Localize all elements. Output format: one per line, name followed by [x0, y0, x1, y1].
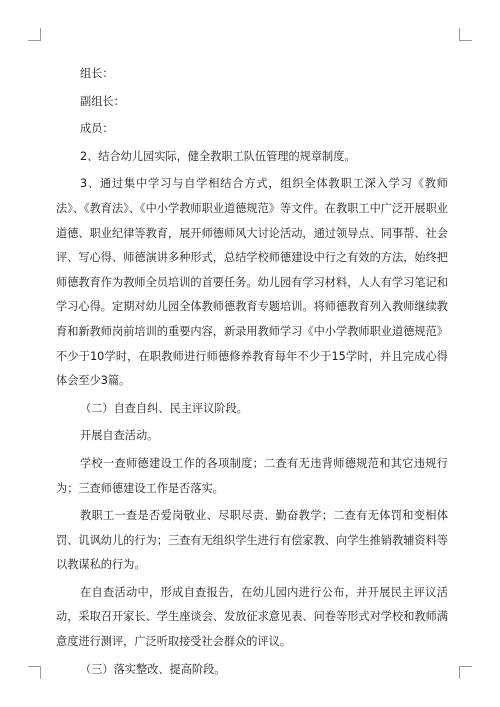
paragraph-members: 成员： — [80, 122, 114, 136]
paragraph-item-3: 3、通过集中学习与自学相结合方式，组织全体教职工深入学习《教师法》、《教育法》、《中小学教师职业道德规范》等文件。在教职工中广泛开展职业道德、职业纪律等教育，展开师德师风大讨论活动，通过领导点、同事帮、社会评、写心得、师德演讲多种形式，总结学校师德建设中行之有效的方法，始终把师德教育作为教师全员培训的首要任务。幼儿园有学习材料，人人有学习笔记和学习心得。定期对幼儿园全体教师德教育专题培训。将师德教育列入教师继续教育和新教师岗前培训的重要内容，新录用教师学习《中小学教师职业道德规范》不少于10学时，在职教师进行师德修养教育每年不少于15学时，并且完成心得体会至少3篇。 — [56, 177, 448, 388]
crop-mark-top-left — [28, 28, 41, 41]
paragraph-staff-check: 教职工一查是否爱岗敬业、尽职尽责、勤奋教学；二查有无体罚和变相体罚、讥讽幼儿的行为；三查有无组织学生进行有偿家教、向学生推销教辅资料等以教谋私的行为。 — [56, 509, 448, 572]
document-page — [56, 62, 448, 685]
crop-mark-bottom-left — [28, 666, 41, 679]
crop-mark-top-right — [459, 28, 472, 41]
crop-mark-bottom-right — [459, 666, 472, 679]
section-heading-3: （三）落实整改、提高阶段。 — [80, 662, 226, 676]
paragraph-self-report: 在自查活动中，形成自查报告，在幼儿园内进行公布，并开展民主评议活动，采取召开家长、学生座谈会、发放征求意见表、问卷等形式对学校和教师满意度进行测评，广泛听取接受社会群众的评议。 — [56, 585, 448, 649]
paragraph-deputy-leader: 副组长： — [80, 94, 125, 108]
paragraph-school-check: 学校一查师德建设工作的各项制度；二查有无违背师德规范和其它违规行为；三查师德建设工作是否落实。 — [56, 456, 448, 495]
paragraph-self-check: 开展自查活动。 — [80, 429, 159, 443]
paragraph-group-leader: 组长： — [80, 67, 114, 80]
paragraph-item-2: 2、结合幼儿园实际，健全教职工队伍管理的规章制度。 — [80, 149, 356, 163]
section-heading-2: （二）自查自纠、民主评议阶段。 — [80, 401, 248, 415]
